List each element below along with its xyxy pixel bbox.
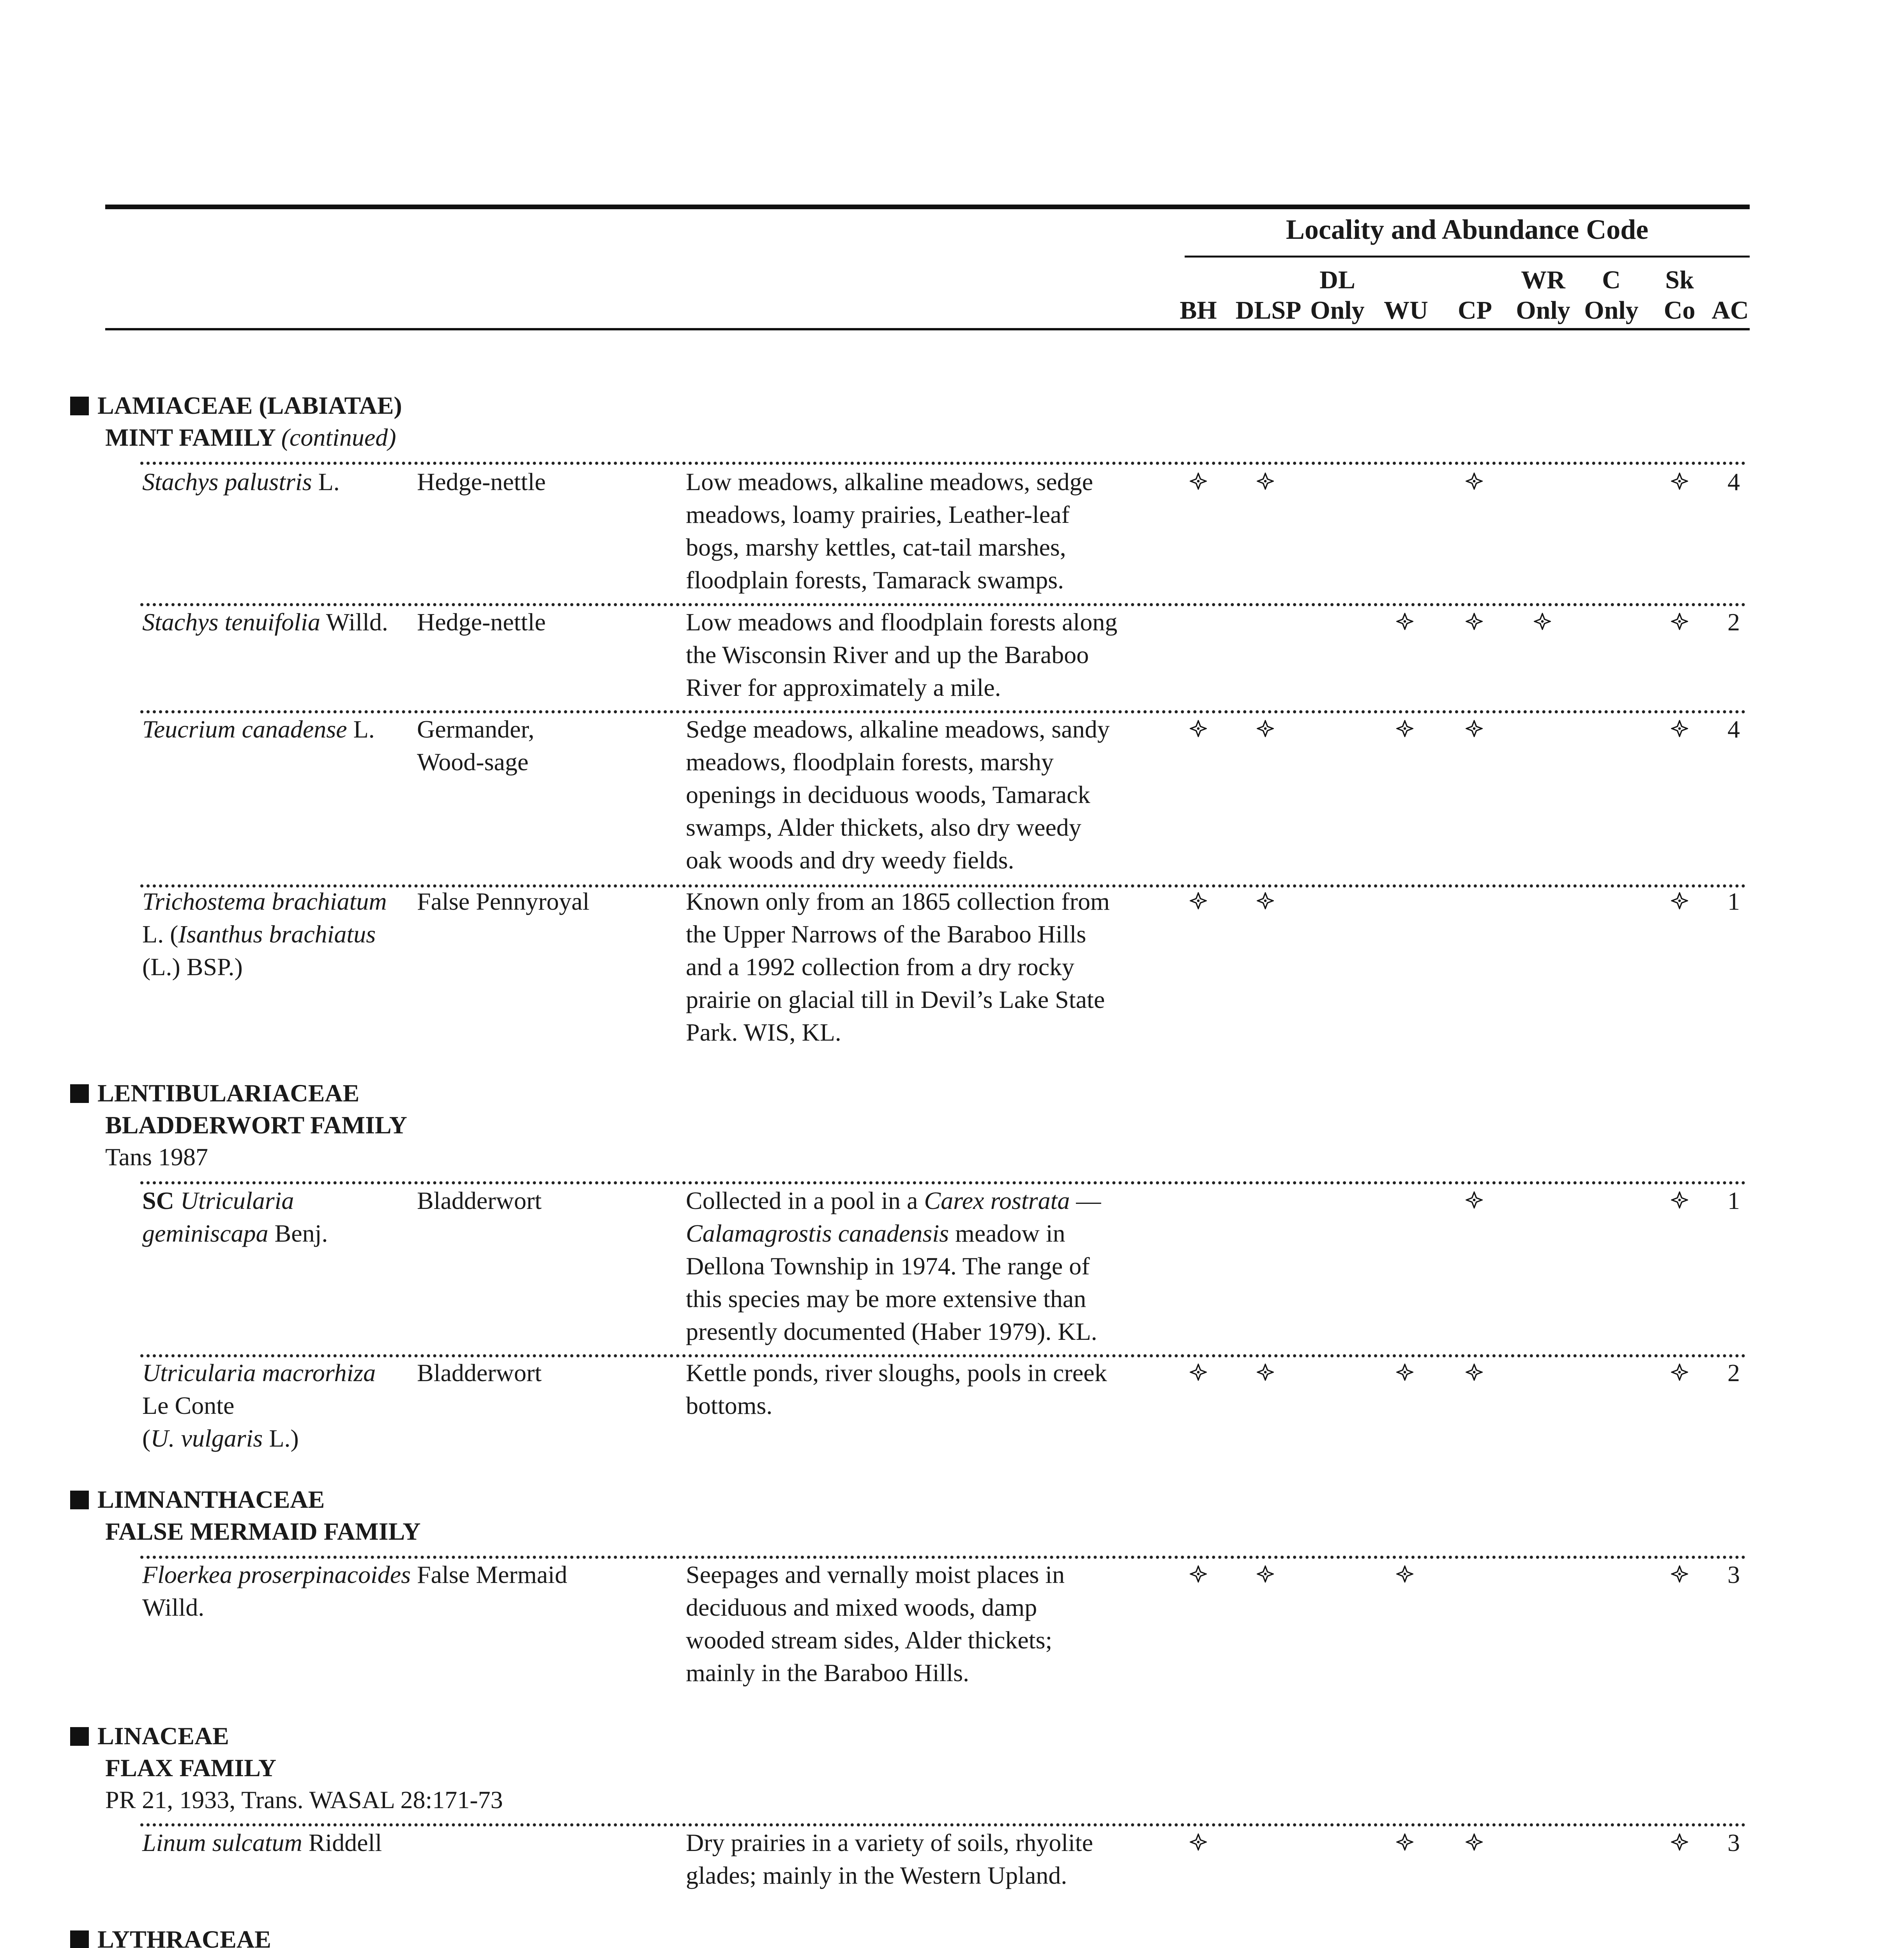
column-header-top: DL: [1319, 266, 1355, 294]
locality-header-underline: [1185, 256, 1750, 258]
scientific-name: Stachys tenuifolia Willd.: [142, 608, 388, 636]
bullet-square-icon: [70, 1727, 89, 1746]
row-separator: [140, 1823, 1746, 1826]
top-rule: [105, 205, 1750, 209]
habitat-description: Known only from an 1865 collection from the Upper Narrows of the Baraboo Hills and a 1992 collection from a dry rocky prairie on glacial till in Devil’s Lake State Park. WIS, KL.: [686, 888, 1110, 1046]
habitat-description: Low meadows, alkaline meadows, sedge meadows, loamy prairies, Leather-leaf bogs, marshy kettles, cat-tail marshes, floodplain forests, Tamarack swamps.: [686, 468, 1093, 594]
abundance-code: 2: [1727, 1359, 1740, 1387]
scientific-name: Linum sulcatum Riddell: [142, 1829, 382, 1856]
habitat-description: Dry prairies in a variety of soils, rhyolite glades; mainly in the Western Upland.: [686, 1829, 1093, 1889]
family-heading: LIMNANTHACEAE FALSE MERMAID FAMILY: [105, 1484, 421, 1547]
common-name: Hedge-nettle: [417, 468, 546, 496]
locality-header-title: Locality and Abundance Code: [1286, 214, 1649, 245]
habitat-description: Seepages and vernally moist places in deciduous and mixed woods, damp wooded stream sides, Alder thickets; mainly in the Baraboo Hills.: [686, 1561, 1065, 1687]
bullet-square-icon: [70, 397, 89, 415]
four-point-star-icon: [1671, 1191, 1688, 1209]
habitat-description: Kettle ponds, river sloughs, pools in creek bottoms.: [686, 1359, 1107, 1419]
scientific-name: Floerkea proserpinacoides Willd.: [142, 1561, 411, 1621]
header-bottom-rule: [105, 328, 1750, 330]
column-header-bottom: DLSP: [1235, 296, 1302, 325]
four-point-star-icon: [1257, 1565, 1274, 1583]
common-name: Bladderwort: [417, 1187, 542, 1214]
four-point-star-icon: [1466, 1191, 1483, 1209]
scientific-name: Utricularia macrorhiza Le Conte (U. vulgaris L.): [142, 1359, 376, 1452]
abundance-code: 4: [1727, 468, 1740, 496]
habitat-description: Collected in a pool in a Carex rostrata — Calamagrostis canadensis meadow in Dellona Township in 1974. The range of this species may be more extensive than presently documented (Haber 1979). KL.: [686, 1187, 1101, 1345]
four-point-star-icon: [1671, 1833, 1688, 1851]
scientific-name: Teucrium canadense L.: [142, 715, 375, 743]
bullet-square-icon: [70, 1491, 89, 1509]
four-point-star-icon: [1671, 1565, 1688, 1583]
four-point-star-icon: [1466, 1833, 1483, 1851]
scientific-name: Trichostema brachiatum L. (Isanthus brachiatus (L.) BSP.): [142, 888, 387, 981]
habitat-description: Low meadows and floodplain forests along the Wisconsin River and up the Baraboo River for approximately a mile.: [686, 608, 1118, 701]
four-point-star-icon: [1190, 892, 1207, 909]
four-point-star-icon: [1396, 1364, 1413, 1381]
column-header-bottom: AC: [1711, 296, 1749, 325]
family-heading: LENTIBULARIACEAE BLADDERWORT FAMILY Tans 1987: [105, 1077, 407, 1173]
four-point-star-icon: [1190, 1364, 1207, 1381]
bullet-square-icon: [70, 1084, 89, 1103]
common-name: Germander, Wood-sage: [417, 715, 535, 776]
four-point-star-icon: [1671, 892, 1688, 909]
four-point-star-icon: [1671, 613, 1688, 630]
common-name: Bladderwort: [417, 1359, 542, 1387]
family-heading: LINACEAE FLAX FAMILY PR 21, 1933, Trans. WASAL 28:171-73: [105, 1720, 503, 1816]
four-point-star-icon: [1396, 1565, 1413, 1583]
four-point-star-icon: [1257, 1364, 1274, 1381]
common-name: Hedge-nettle: [417, 608, 546, 636]
column-header-top: C: [1602, 266, 1621, 294]
bullet-square-icon: [70, 1930, 89, 1948]
scientific-name: Stachys palustris L.: [142, 468, 340, 496]
abundance-code: 4: [1727, 715, 1740, 743]
four-point-star-icon: [1257, 720, 1274, 737]
four-point-star-icon: [1190, 473, 1207, 490]
four-point-star-icon: [1396, 720, 1413, 737]
four-point-star-icon: [1396, 613, 1413, 630]
column-header-bottom: WU: [1384, 296, 1428, 325]
abundance-code: 3: [1727, 1829, 1740, 1856]
common-name: False Mermaid: [417, 1561, 567, 1588]
abundance-code: 1: [1727, 1187, 1740, 1214]
abundance-code: 3: [1727, 1561, 1740, 1588]
four-point-star-icon: [1466, 720, 1483, 737]
abundance-code: 2: [1727, 608, 1740, 636]
scientific-name: SC Utricularia geminiscapa Benj.: [142, 1187, 328, 1247]
column-header-bottom: CP: [1458, 296, 1492, 325]
column-header-bottom: BH: [1180, 296, 1217, 325]
four-point-star-icon: [1190, 1833, 1207, 1851]
four-point-star-icon: [1190, 720, 1207, 737]
row-separator: [140, 462, 1746, 465]
four-point-star-icon: [1671, 473, 1688, 490]
four-point-star-icon: [1466, 1364, 1483, 1381]
column-header-bottom: Co: [1664, 296, 1696, 325]
four-point-star-icon: [1257, 892, 1274, 909]
column-header-bottom: Only: [1584, 296, 1639, 325]
four-point-star-icon: [1671, 720, 1688, 737]
common-name: False Pennyroyal: [417, 888, 590, 915]
habitat-description: Sedge meadows, alkaline meadows, sandy meadows, floodplain forests, marshy openings in deciduous woods, Tamarack swamps, Alder thickets, also dry weedy oak woods and dry weedy fields.: [686, 715, 1110, 874]
four-point-star-icon: [1466, 613, 1483, 630]
family-heading: LAMIACEAE (LABIATAE) MINT FAMILY (continued): [105, 390, 402, 453]
column-header-bottom: Only: [1310, 296, 1365, 325]
column-header-top: Sk: [1665, 266, 1694, 294]
four-point-star-icon: [1534, 613, 1551, 630]
four-point-star-icon: [1671, 1364, 1688, 1381]
column-header-bottom: Only: [1516, 296, 1570, 325]
four-point-star-icon: [1396, 1833, 1413, 1851]
row-separator: [140, 1181, 1746, 1184]
family-heading: LYTHRACEAE: [105, 1923, 491, 1948]
column-header-top: WR: [1521, 266, 1565, 294]
four-point-star-icon: [1190, 1565, 1207, 1583]
four-point-star-icon: [1466, 473, 1483, 490]
abundance-code: 1: [1727, 888, 1740, 915]
four-point-star-icon: [1257, 473, 1274, 490]
